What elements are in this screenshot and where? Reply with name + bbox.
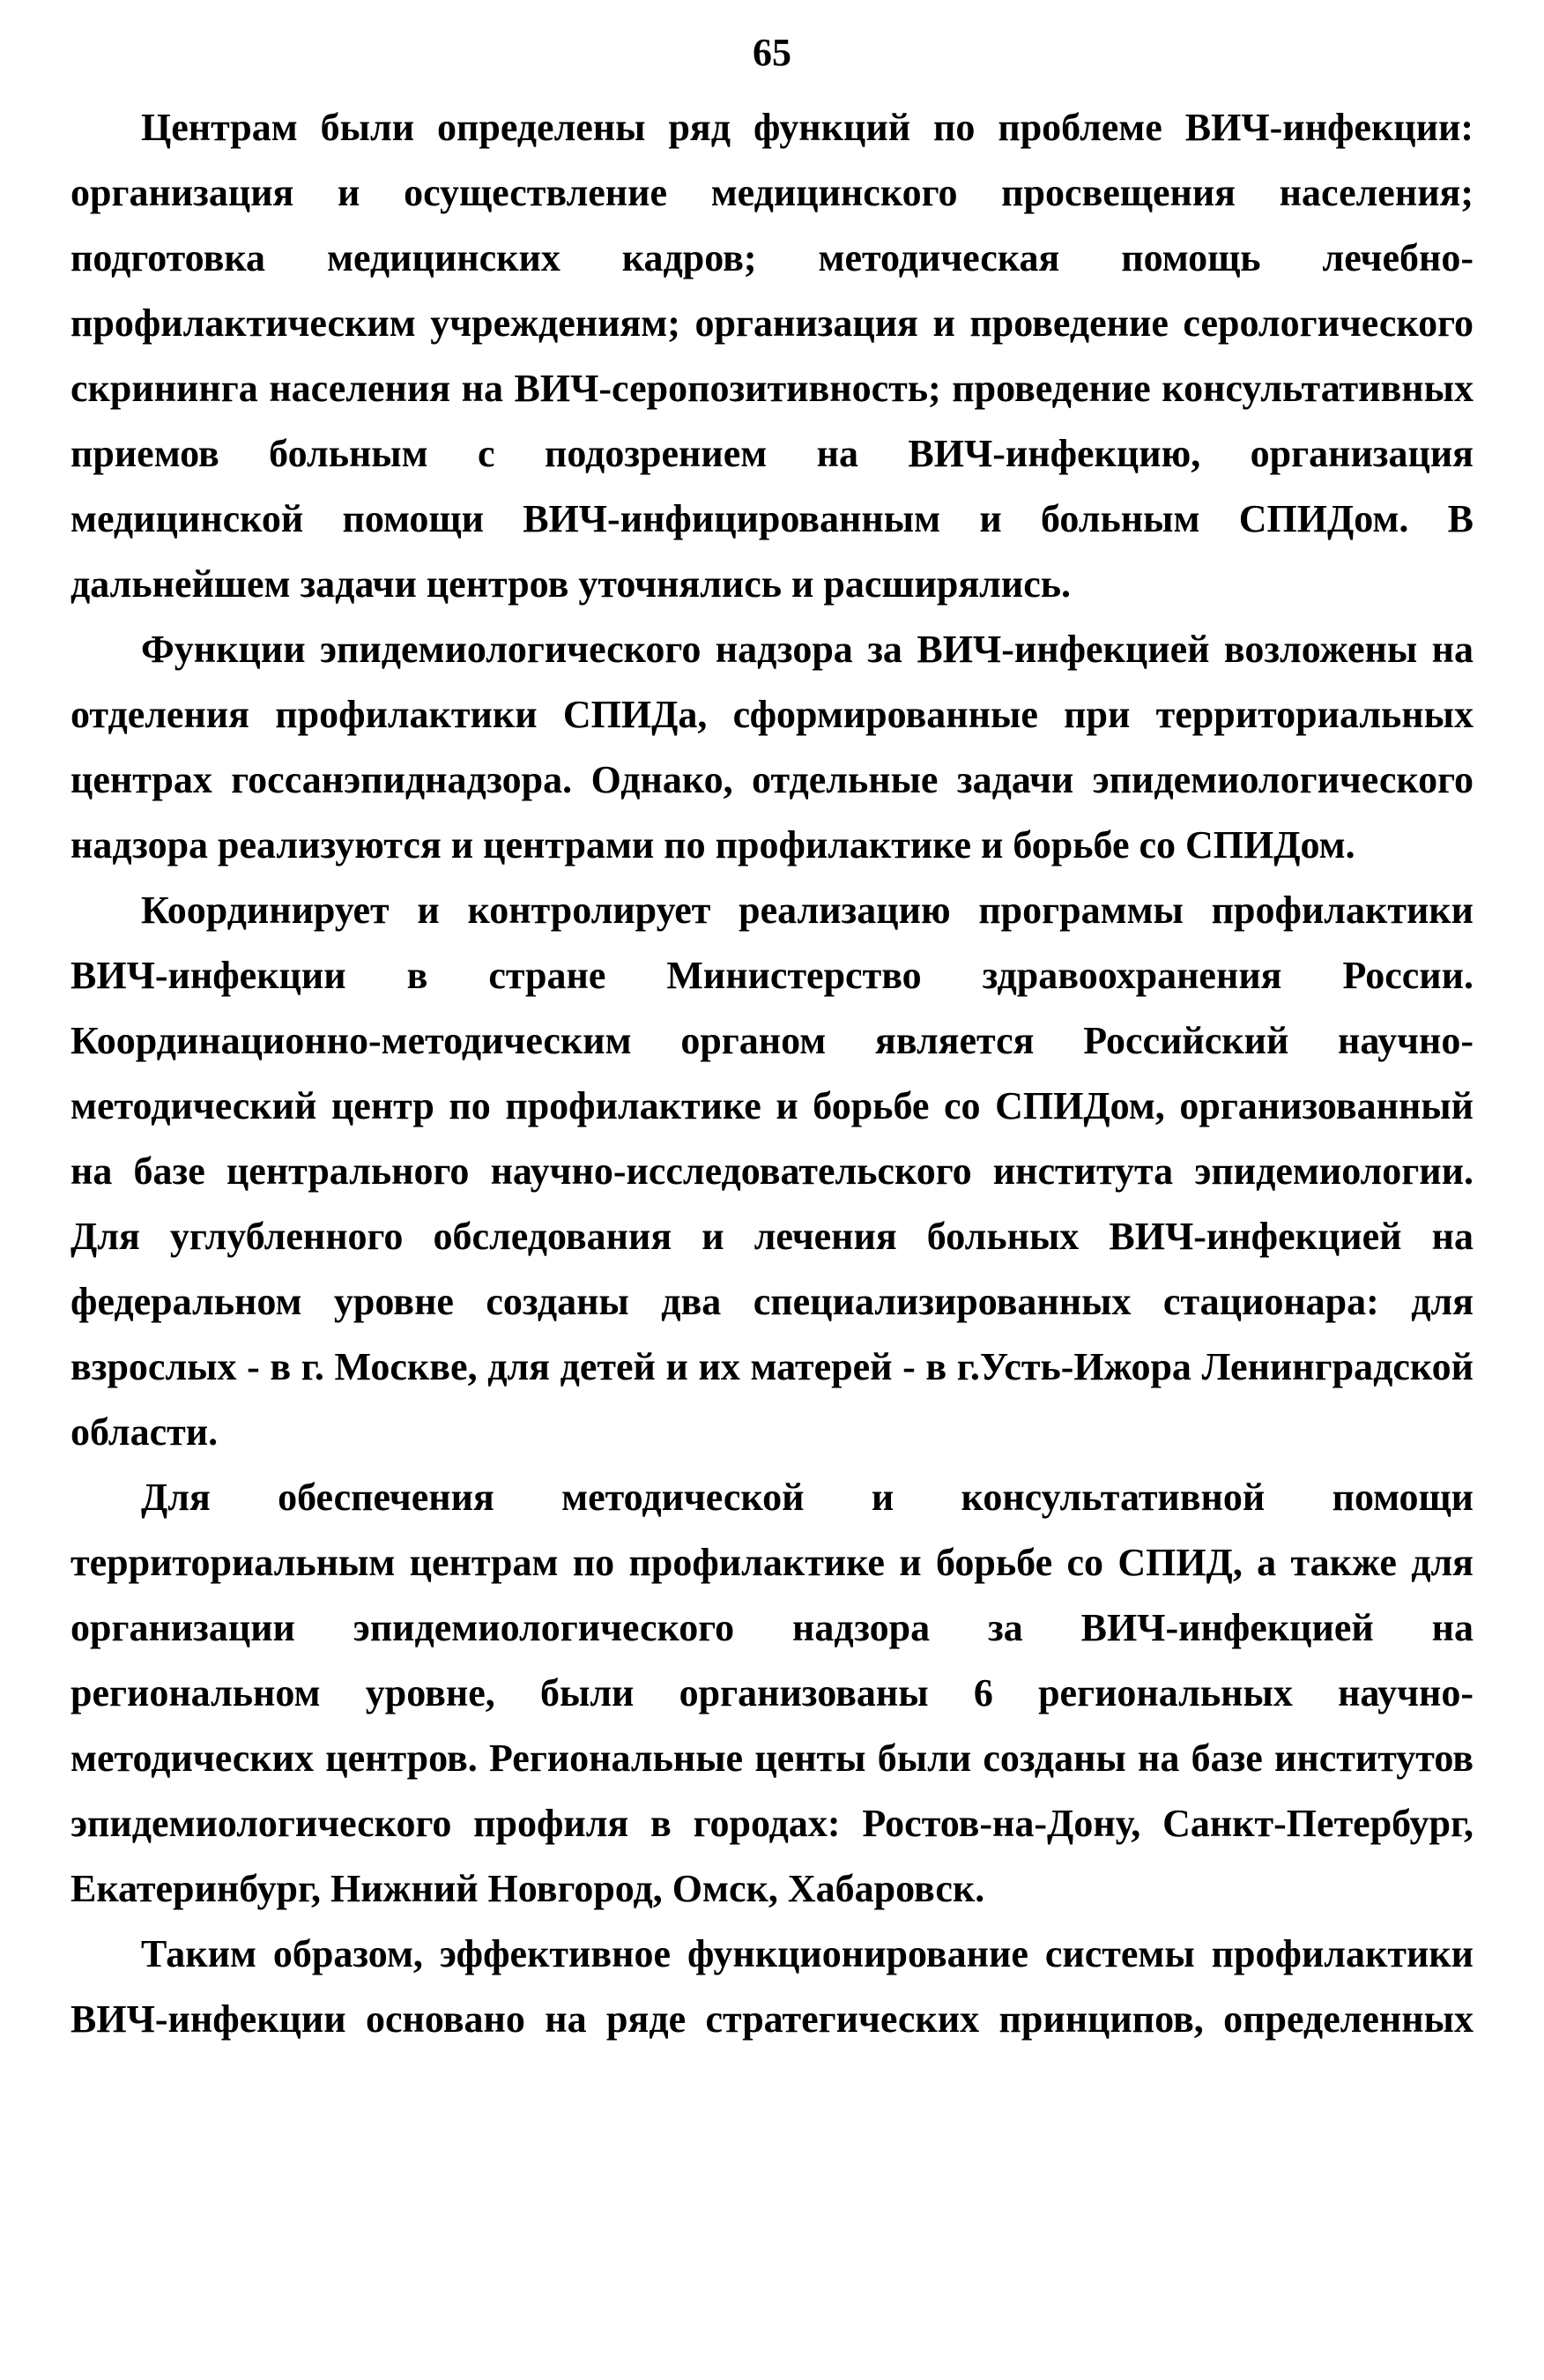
paragraph-4: Для обеспечения методической и консультативной помощи территориальным центрам по профилактике и борьбе со СПИД, а также для организации эпидемиологического надзора за ВИЧ-инфекцией на региональном уровне, были организованы 6 региональных научно-методических центров. Региональные центы были созданы на базе институтов эпидемиологического профиля в городах: Ростов-на-Дону, Санкт-Петербург, Екатеринбург, Нижний Новгород, Омск, Хабаровск. [71, 1476, 1473, 1910]
page-number: 65 [753, 31, 791, 74]
paragraph-3: Координирует и контролирует реализацию программы профилактики ВИЧ-инфекции в стране Министерство здравоохранения России. Координационно-методическим органом является Российский научно-методический центр по профилактике и борьбе со СПИДом, организованный на базе центрального научно-исследовательского института эпидемиологии. Для углубленного обследования и лечения больных ВИЧ-инфекцией на федеральном уровне созданы два специализированных стационара: для взрослых - в г. Москве, для детей и их матерей - в г.Усть-Ижора Ленинградской области. [71, 889, 1473, 1454]
paragraph-2: Функции эпидемиологического надзора за ВИЧ-инфекцией возложены на отделения профилактики СПИДа, сформированные при территориальных центрах госсанэпиднадзора. Однако, отдельные задачи эпидемиологического надзора реализуются и центрами по профилактике и борьбе со СПИДом. [71, 628, 1473, 866]
paragraph-5: Таким образом, эффективное функционирование системы профилактики ВИЧ-инфекции основано на ряде стратегических принципов, определенных [71, 1932, 1473, 2041]
document-body [71, 95, 1473, 2052]
paragraph-1: Центрам были определены ряд функций по проблеме ВИЧ-инфекции: организация и осуществление медицинского просвещения населения; подготовка медицинских кадров; методическая помощь лечебно-профилактическим учреждениям; организация и проведение серологического скрининга населения на ВИЧ-серопозитивность; проведение консультативных приемов больным с подозрением на ВИЧ-инфекцию, организация медицинской помощи ВИЧ-инфицированным и больным СПИДом. В дальнейшем задачи центров уточнялись и расширялись. [71, 106, 1473, 606]
